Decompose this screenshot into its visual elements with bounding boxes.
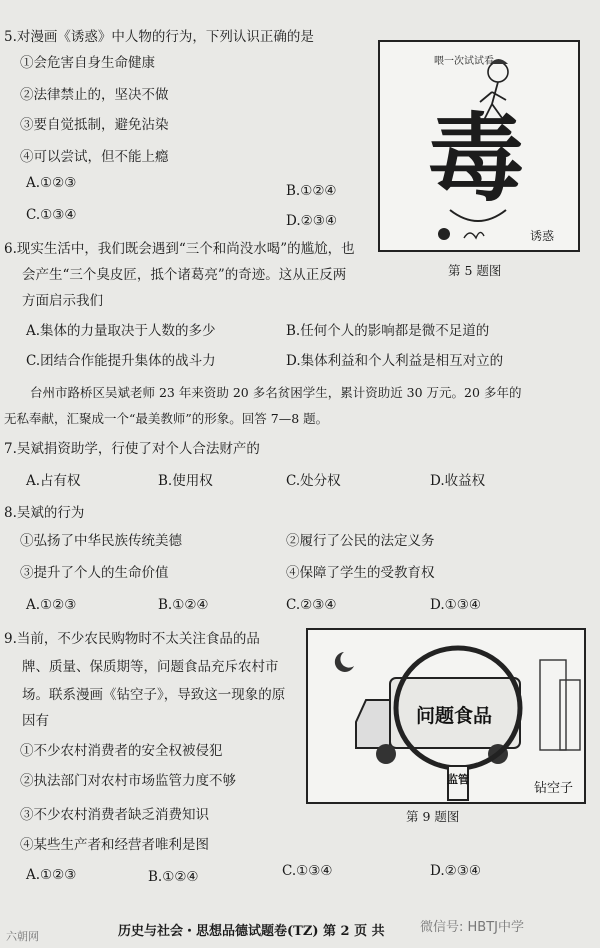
q8-option: A.①②③ <box>26 597 77 613</box>
temptation-drawing <box>380 42 578 250</box>
page-footer: 历史与社会・思想品德试题卷(TZ) 第 2 页 共 <box>118 924 385 939</box>
q9-line: 9.当前，不少农民购物时不太关注食品的品 <box>4 631 260 647</box>
q9-option: C.①③④ <box>282 863 333 879</box>
magnifier-handle-label: 监管 <box>447 773 469 786</box>
q8-item: ②履行了公民的法定义务 <box>286 533 435 549</box>
q9-option: A.①②③ <box>26 867 77 883</box>
skull-icon <box>438 228 450 240</box>
moon-icon <box>335 652 354 672</box>
q6-option: C.团结合作能提升集体的战斗力 <box>26 353 216 369</box>
q9-line: 场。联系漫画《钻空子》，导致这一现象的原 <box>22 687 286 703</box>
q8-item: ③提升了个人的生命价值 <box>20 565 169 581</box>
q5-option: D.②③④ <box>286 213 337 229</box>
q5-item: ③要自觉抵制，避免沾染 <box>20 117 169 133</box>
q6-line: 6.现实生活中，我们既会遇到“三个和尚没水喝”的尴尬，也 <box>4 241 355 257</box>
q7-option: A.占有权 <box>26 473 81 489</box>
q9-item: ④某些生产者和经营者唯利是图 <box>20 837 209 853</box>
q5-option: A.①②③ <box>26 175 77 191</box>
q9-item: ③不少农村消费者缺乏消费知识 <box>20 807 209 823</box>
cartoon-label: 诱惑 <box>530 229 555 243</box>
q9-option: D.②③④ <box>430 863 481 879</box>
q8-option: C.②③④ <box>286 597 337 613</box>
q9-option: B.①②④ <box>148 869 199 885</box>
q6-option: B.任何个人的影响都是微不足道的 <box>286 323 490 339</box>
speech-bubble: 喂一次试试看 <box>434 56 494 67</box>
q9-line: 牌、质量、保质期等，问题食品充斥农村市 <box>22 659 279 675</box>
q5-stem: 5.对漫画《诱惑》中人物的行为，下列认识正确的是 <box>4 29 314 45</box>
temptation-cartoon <box>378 40 580 252</box>
fig9-caption: 第 9 题图 <box>406 809 460 824</box>
q9-item: ②执法部门对农村市场监管力度不够 <box>20 773 236 789</box>
loophole-drawing <box>308 630 584 802</box>
q5-option: C.①③④ <box>26 207 77 223</box>
q7-option: C.处分权 <box>286 473 341 489</box>
q7-option: B.使用权 <box>158 473 213 489</box>
q5-option: B.①②④ <box>286 183 337 199</box>
passage-line: 无私奉献，汇聚成一个“最美教师”的形象。回答 7—8 题。 <box>4 411 329 426</box>
q9-line: 因有 <box>22 713 49 729</box>
q6-option: A.集体的力量取决于人数的多少 <box>26 323 216 339</box>
q8-option: D.①③④ <box>430 597 481 613</box>
passage-line: 台州市路桥区吴斌老师 23 年来资助 20 多名贫困学生，累计资助近 30 万元。20 多年的 <box>30 385 522 400</box>
q7-option: D.收益权 <box>430 473 486 489</box>
q7-stem: 7.吴斌捐资助学，行使了对个人合法财产的 <box>4 441 260 457</box>
q8-option: B.①②④ <box>158 597 209 613</box>
q6-line: 方面启示我们 <box>22 293 103 309</box>
building-icon <box>540 660 566 750</box>
q8-item: ①弘扬了中华民族传统美德 <box>20 533 182 549</box>
truck-label: 问题食品 <box>415 705 493 727</box>
q8-stem: 8.吴斌的行为 <box>4 505 85 521</box>
q5-item: ①会危害自身生命健康 <box>20 55 155 71</box>
fig5-caption: 第 5 题图 <box>448 263 502 278</box>
q8-item: ④保障了学生的受教育权 <box>286 565 435 581</box>
q9-item: ①不少农村消费者的安全权被侵犯 <box>20 743 223 759</box>
q5-item: ②法律禁止的，坚决不做 <box>20 87 169 103</box>
cartoon-title: 钻空子 <box>534 781 574 796</box>
q6-option: D.集体利益和个人利益是相互对立的 <box>286 353 504 369</box>
q5-item: ④可以尝试，但不能上瘾 <box>20 149 169 165</box>
watermark-right: 微信号: HBTJ中学 <box>420 920 524 935</box>
poison-character: 毒 <box>428 102 524 215</box>
loophole-cartoon <box>306 628 586 804</box>
q6-line: 会产生“三个臭皮匠，抵个诸葛亮”的奇迹。这从正反两 <box>22 267 347 283</box>
watermark-left: 六朝网 <box>6 930 39 943</box>
